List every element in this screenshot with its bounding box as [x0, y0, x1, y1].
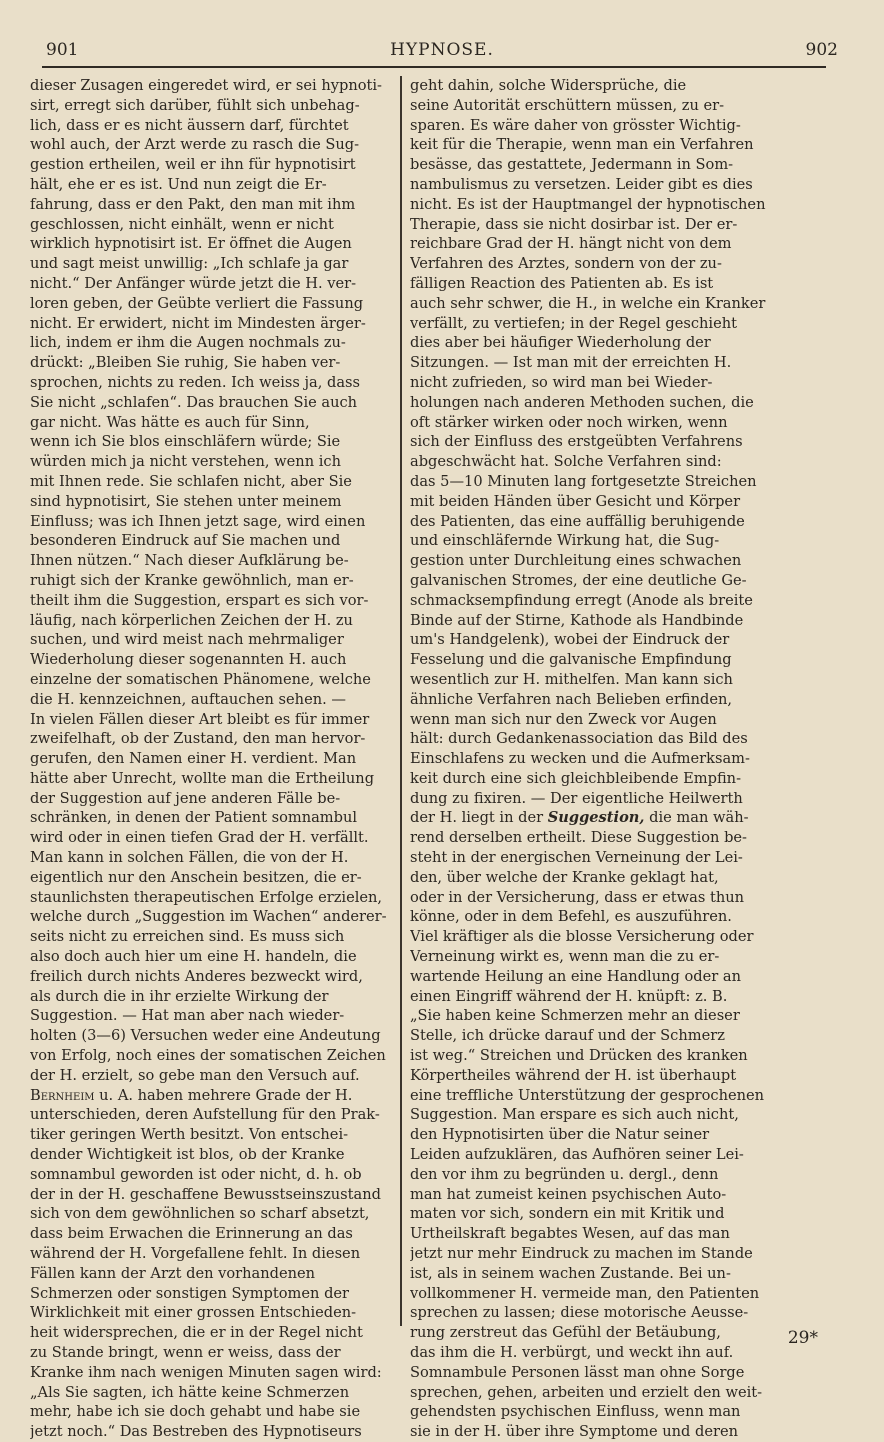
text-line: galvanischen Stromes, der eine deutliche Ge-	[410, 571, 747, 589]
text-line: fälligen Reaction des Patienten ab. Es ist	[410, 274, 714, 292]
text-line: Man kann in solchen Fällen, die von der H.	[30, 849, 349, 867]
text-line: freilich durch nichts Anderes bezweckt wird,	[30, 967, 363, 985]
text-line: sind hypnotisirt, Sie stehen unter meinem	[30, 492, 342, 510]
text-line: Schmerzen oder sonstigen Symptomen der	[30, 1284, 350, 1302]
text-line: sprochen, nichts zu reden. Ich weiss ja, dass	[30, 373, 361, 391]
text-line: dass beim Erwachen die Erinnerung an das	[30, 1225, 353, 1243]
text-line: dies aber bei häufiger Wiederholung der	[410, 334, 711, 352]
text-line: wird oder in einen tiefen Grad der H. verfällt.	[30, 829, 369, 847]
text-line: rend derselben ertheilt. Diese Suggestion be-	[410, 829, 747, 847]
text-line: Einschlafens zu wecken und die Aufmerksam-	[410, 750, 750, 768]
text-line: geschlossen, nicht einhält, wenn er nicht	[30, 215, 334, 233]
text-line: eigentlich nur den Anschein besitzen, die er-	[30, 868, 362, 886]
text-line: eine treffliche Unterstützung der gesprochenen	[410, 1086, 765, 1104]
text-line: vollkommener H. vermeide man, den Patienten	[410, 1284, 760, 1302]
text-line: einen Eingriff während der H. knüpft: z. B.	[410, 987, 728, 1005]
page-header	[40, 36, 844, 64]
text-line: drückt: „Bleiben Sie ruhig, Sie haben ver-	[30, 354, 341, 372]
text-line: wohl auch, der Arzt werde zu rasch die Sug-	[30, 136, 360, 154]
text-line: ist, als in seinem wachen Zustande. Bei un-	[410, 1264, 731, 1282]
text-line: Urtheilskraft begabtes Wesen, auf das man	[410, 1225, 730, 1243]
text-line: dender Wichtigkeit ist blos, ob der Kranke	[30, 1146, 345, 1164]
text-line: den Hypnotisirten über die Natur seiner	[410, 1126, 710, 1144]
text-line: In vielen Fällen dieser Art bleibt es für immer	[30, 710, 370, 728]
text-line: mit Ihnen rede. Sie schlafen nicht, aber Sie	[30, 472, 352, 490]
text-line: seine Autorität erschüttern müssen, zu er-	[410, 96, 725, 114]
text-line: Ihnen nützen.“ Nach dieser Aufklärung be-	[30, 552, 349, 570]
text-line: nambulismus zu versetzen. Leider gibt es dies	[410, 175, 753, 193]
text-line: Verneinung wirkt es, wenn man die zu er-	[410, 948, 720, 966]
text-line: von Erfolg, noch eines der somatischen Zeichen	[30, 1047, 386, 1065]
text-line: tiker geringen Werth besitzt. Von entschei-	[30, 1126, 349, 1144]
text-line: Suggestion. Man erspare es sich auch nicht,	[410, 1106, 739, 1124]
text-line: läufig, nach körperlichen Zeichen der H. zu	[30, 611, 353, 629]
text-line: sparen. Es wäre daher von grösster Wichtig-	[410, 116, 741, 134]
text-line: hält, ehe er es ist. Und nun zeigt die Er-	[30, 175, 327, 193]
text-line: dung zu fixiren. — Der eigentliche Heilwerth	[410, 789, 743, 807]
text-line: wirklich hypnotisirt ist. Er öffnet die Augen	[30, 235, 352, 253]
text-line: staunlichsten therapeutischen Erfolge erzielen,	[30, 888, 383, 906]
text-line: zweifelhaft, ob der Zustand, den man hervor-	[30, 730, 366, 748]
text-line: gehendsten psychischen Einfluss, wenn man	[410, 1403, 741, 1421]
text-line: verfällt, zu vertiefen; in der Regel geschieht	[410, 314, 737, 332]
text-line: „Als Sie sagten, ich hätte keine Schmerzen	[30, 1383, 350, 1401]
text-line: den vor ihm zu begründen u. dergl., denn	[410, 1165, 719, 1183]
text-line: Sitzungen. — Ist man mit der erreichten H.	[410, 354, 732, 372]
text-line: oft stärker wirken oder noch wirken, wenn	[410, 413, 728, 431]
text-line: loren geben, der Geübte verliert die Fassung	[30, 294, 364, 312]
text-line: auch sehr schwer, die H., in welche ein Kranker	[410, 294, 766, 312]
text-line: den, über welche der Kranke geklagt hat,	[410, 868, 719, 886]
text-line: holten (3—6) Versuchen weder eine Andeutung	[30, 1027, 381, 1045]
text-line: lich, dass er es nicht äussern darf, fürchtet	[30, 116, 349, 134]
left-column	[30, 76, 398, 1442]
text-line: sie in der H. über ihre Symptome und deren	[410, 1423, 739, 1441]
text-line: zu Stande bringt, wenn er weiss, dass der	[30, 1344, 341, 1361]
column-divider	[400, 76, 402, 1326]
text-line: des Patienten, das eine auffällig beruhigende	[410, 512, 745, 530]
text-line: Stelle, ich drücke darauf und der Schmerz	[410, 1027, 725, 1045]
text-line: Fällen kann der Arzt den vorhandenen	[30, 1264, 316, 1282]
text-line: wesentlich zur H. mithelfen. Man kann sich	[410, 670, 733, 688]
text-line: Suggestion. — Hat man aber nach wieder-	[30, 1007, 345, 1025]
text-line: jetzt noch.“ Das Bestreben des Hypnotiseurs	[30, 1423, 362, 1441]
text-line: sich der Einfluss des erstgeübten Verfahrens	[410, 433, 743, 451]
text-line: Wiederholung dieser sogenannten H. auch	[30, 651, 347, 669]
text-line: Kranke ihm nach wenigen Minuten sagen wird:	[30, 1363, 382, 1381]
text-line: sich von dem gewöhnlichen so scharf absetzt,	[30, 1205, 370, 1223]
left-page-number: 901	[46, 40, 79, 60]
text-line: nicht.“ Der Anfänger würde jetzt die H. ver-	[30, 274, 357, 292]
text-line: sirt, erregt sich darüber, fühlt sich unbehag-	[30, 96, 360, 114]
text-line: steht in der energischen Verneinung der Lei-	[410, 849, 743, 867]
text-line: keit für die Therapie, wenn man ein Verfahren	[410, 136, 754, 154]
right-column	[410, 76, 788, 1442]
text-line: gerufen, den Namen einer H. verdient. Man	[30, 750, 357, 768]
text-line: Binde auf der Stirne, Kathode als Handbinde	[410, 611, 744, 629]
text-line: der H. liegt in der Suggestion, die man wäh-	[410, 809, 749, 827]
text-line: das ihm die H. verbürgt, und weckt ihn auf.	[410, 1344, 734, 1361]
text-line: mehr, habe ich sie doch gehabt und habe sie	[30, 1403, 361, 1421]
text-line: ruhigt sich der Kranke gewöhnlich, man er-	[30, 571, 354, 589]
text-line: schmacksempfindung erregt (Anode als breite	[410, 591, 753, 609]
text-line: jetzt nur mehr Eindruck zu machen im Stande	[410, 1245, 753, 1263]
text-line: Somnambule Personen lässt man ohne Sorge	[410, 1363, 745, 1381]
text-line: Bernheim u. A. haben mehrere Grade der H.	[30, 1086, 353, 1104]
text-line: rung zerstreut das Gefühl der Betäubung,	[410, 1324, 721, 1342]
text-line: geht dahin, solche Widersprüche, die	[410, 77, 687, 94]
text-line: nicht zufrieden, so wird man bei Wieder-	[410, 373, 713, 391]
text-line: einzelne der somatischen Phänomene, welche	[30, 670, 371, 688]
text-line: das 5—10 Minuten lang fortgesetzte Streichen	[410, 472, 757, 490]
text-line: Einfluss; was ich Ihnen jetzt sage, wird einen	[30, 512, 366, 530]
text-line: der H. erzielt, so gebe man den Versuch auf.	[30, 1066, 360, 1084]
text-line: mit beiden Händen über Gesicht und Körper	[410, 492, 741, 510]
text-line: Therapie, dass sie nicht dosirbar ist. Der er-	[410, 215, 738, 233]
text-line: wenn ich Sie blos einschläfern würde; Sie	[30, 433, 341, 451]
text-line: würden mich ja nicht verstehen, wenn ich	[30, 453, 341, 471]
text-line: hätte aber Unrecht, wollte man die Ertheilung	[30, 769, 375, 787]
header-rule	[42, 66, 826, 68]
text-line: nicht. Es ist der Hauptmangel der hypnotischen	[410, 195, 766, 213]
text-line: Leiden aufzuklären, das Aufhören seiner Lei-	[410, 1146, 744, 1164]
text-line: und einschläfernde Wirkung hat, die Sug-	[410, 532, 720, 550]
text-line: theilt ihm die Suggestion, erspart es sich vor-	[30, 591, 369, 609]
text-line: dieser Zusagen eingeredet wird, er sei hypnoti-	[30, 77, 382, 94]
text-line: Wirklichkeit mit einer grossen Entschieden-	[30, 1304, 357, 1322]
text-line: Körpertheiles während der H. ist überhaupt	[410, 1066, 737, 1084]
text-line: gestion unter Durchleitung eines schwachen	[410, 552, 742, 570]
text-line: heit widersprechen, die er in der Regel nicht	[30, 1324, 363, 1342]
signature-mark: 29*	[787, 1328, 818, 1348]
text-line: ähnliche Verfahren nach Belieben erfinden,	[410, 690, 733, 708]
text-line: um's Handgelenk), wobei der Eindruck der	[410, 631, 730, 649]
text-line: könne, oder in dem Befehl, es auszuführen.	[410, 908, 732, 926]
text-line: Verfahren des Arztes, sondern von der zu-	[410, 255, 722, 273]
text-line: ist weg.“ Streichen und Drücken des kranken	[410, 1047, 748, 1065]
text-line: besässe, das gestattete, Jedermann in Som-	[410, 156, 734, 174]
text-line: sprechen zu lassen; diese motorische Aeusse-	[410, 1304, 749, 1322]
text-line: und sagt meist unwillig: „Ich schlafe ja gar	[30, 255, 349, 273]
text-line: maten vor sich, sondern ein mit Kritik und	[410, 1205, 725, 1223]
text-line: während der H. Vorgefallene fehlt. In diesen	[30, 1245, 361, 1263]
text-line: Sie nicht „schlafen“. Das brauchen Sie auch	[30, 393, 358, 411]
text-line: reichbare Grad der H. hängt nicht von dem	[410, 235, 732, 253]
text-line: holungen nach anderen Methoden suchen, die	[410, 393, 754, 411]
text-line: also doch auch hier um eine H. handeln, die	[30, 948, 357, 966]
text-line: man hat zumeist keinen psychischen Auto-	[410, 1185, 727, 1203]
text-line: wenn man sich nur den Zweck vor Augen	[410, 710, 717, 728]
text-line: nicht. Er erwidert, nicht im Mindesten ärger-	[30, 314, 366, 332]
text-line: Fesselung und die galvanische Empfindung	[410, 651, 732, 669]
text-line: unterschieden, deren Aufstellung für den Prak-	[30, 1106, 380, 1124]
text-line: fahrung, dass er den Pakt, den man mit ihm	[30, 195, 356, 213]
text-line: Viel kräftiger als die blosse Versicherung oder	[410, 928, 754, 946]
text-line: der in der H. geschaffene Bewusstseinszustand	[30, 1185, 381, 1203]
text-line: der Suggestion auf jene anderen Fälle be-	[30, 789, 341, 807]
text-line: somnambul geworden ist oder nicht, d. h. ob	[30, 1165, 362, 1183]
text-line: welche durch „Suggestion im Wachen“ anderer-	[30, 908, 387, 926]
text-line: als durch die in ihr erzielte Wirkung der	[30, 987, 329, 1005]
text-line: keit durch eine sich gleichbleibende Empfin-	[410, 769, 742, 787]
right-page-number: 902	[805, 40, 838, 60]
text-line: seits nicht zu erreichen sind. Es muss sich	[30, 928, 345, 946]
text-line: lich, indem er ihm die Augen nochmals zu-	[30, 334, 346, 352]
text-line: abgeschwächt hat. Solche Verfahren sind:	[410, 453, 722, 471]
text-line: sprechen, gehen, arbeiten und erzielt den weit-	[410, 1383, 763, 1401]
text-line: suchen, und wird meist nach mehrmaliger	[30, 631, 344, 649]
text-line: oder in der Versicherung, dass er etwas thun	[410, 888, 745, 906]
text-line: schränken, in denen der Patient somnambul	[30, 809, 358, 827]
text-line: gestion ertheilen, weil er ihn für hypnotisirt	[30, 156, 356, 174]
text-line: die H. kennzeichnen, auftauchen sehen. —	[30, 690, 346, 708]
text-line: hält: durch Gedankenassociation das Bild des	[410, 730, 748, 748]
text-line: gar nicht. Was hätte es auch für Sinn,	[30, 413, 310, 431]
text-line: wartende Heilung an eine Handlung oder an	[410, 967, 741, 985]
text-line: besonderen Eindruck auf Sie machen und	[30, 532, 341, 550]
text-line: „Sie haben keine Schmerzen mehr an dieser	[410, 1007, 740, 1025]
running-title: HYPNOSE.	[390, 40, 494, 60]
